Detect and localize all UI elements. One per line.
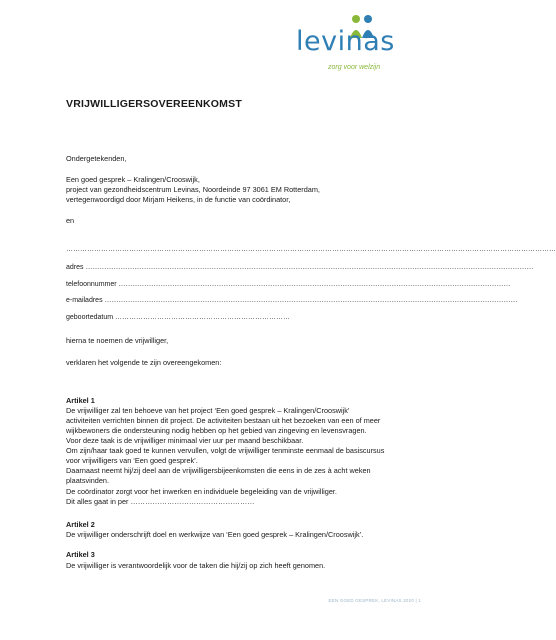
article1-line: voor vrijwilligers van ‘Een goed gesprek’. bbox=[66, 456, 198, 465]
page-footer: EEN GOED GESPREK, LEVINAS 2020 | 1 bbox=[328, 598, 421, 603]
article1-line: activiteiten verrichten binnen dit project. De activiteiten bestaan uit het bezoeken van een of meer bbox=[66, 416, 381, 425]
article1-line: wijkbewoners die ondersteuning nodig hebben op het gebied van zingeving en levensvragen. bbox=[66, 426, 367, 435]
article2-heading: Artikel 2 bbox=[66, 520, 95, 529]
name-field-line[interactable]: ………………………………………………………………………………………………………………………………………………………………………………………… bbox=[66, 246, 556, 253]
article1-line: Daarnaast neemt hij/zij deel aan de vrijwilligersbijeenkomsten die eens in de zes à acht weken bbox=[66, 466, 371, 475]
undersigned-text: Ondergetekenden, bbox=[66, 154, 127, 163]
article1-line: De coördinator zorgt voor het inwerken en individuele begeleiding van de vrijwilliger. bbox=[66, 487, 337, 496]
article1-line: plaatsvinden. bbox=[66, 476, 110, 485]
article1-heading: Artikel 1 bbox=[66, 396, 95, 405]
article1-start-date[interactable]: Dit alles gaat in per …………………………………………… bbox=[66, 497, 255, 506]
and-text: en bbox=[66, 216, 75, 225]
logo-tagline: zorg voor welzijn bbox=[328, 64, 381, 71]
article2-text: De vrijwilliger onderschrijft doel en werkwijze van ‘Een goed gesprek – Kralingen/Crooswijk’. bbox=[66, 530, 364, 539]
party1-line1: Een goed gesprek – Kralingen/Crooswijk, bbox=[66, 175, 200, 184]
levinas-logo bbox=[296, 18, 426, 71]
article3-text: De vrijwilliger is verantwoordelijk voor de taken die hij/zij op zich heeft genomen. bbox=[66, 561, 326, 570]
logo-wordmark: levinas bbox=[296, 26, 395, 57]
email-field[interactable]: e-mailadres …………………………………………………………………………………………………………………………………………………………… bbox=[66, 297, 518, 304]
party1-line3: vertegenwoordigd door Mirjam Heikens, in de functie van coördinator, bbox=[66, 195, 291, 204]
address-field[interactable]: adres ………………………………………………………………………………………………………………………………………………………………………… bbox=[66, 264, 534, 271]
document-title: VRIJWILLIGERSOVEREENKOMST bbox=[66, 98, 242, 110]
hereinafter-text: hierna te noemen de vrijwilliger, bbox=[66, 336, 169, 345]
agree-text: verklaren het volgende te zijn overeengekomen: bbox=[66, 358, 222, 367]
party1-line2: project van gezondheidscentrum Levinas, Noordeinde 97 3061 EM Rotterdam, bbox=[66, 185, 320, 194]
article1-line: Om zijn/haar taak goed te kunnen vervullen, volgt de vrijwilliger tenminste eenmaal de basiscursus bbox=[66, 446, 385, 455]
birthdate-field[interactable]: geboortedatum ………………………………………………………………… bbox=[66, 314, 291, 321]
article3-heading: Artikel 3 bbox=[66, 550, 95, 559]
article1-line: De vrijwilliger zal ten behoeve van het project ‘Een goed gesprek – Kralingen/Crooswijk’ bbox=[66, 406, 350, 415]
phone-field[interactable]: telefoonnummer …………………………………………………………………………………………………………………………………………………… bbox=[66, 281, 511, 288]
article1-line: Voor deze taak is de vrijwilliger minimaal vier uur per maand beschikbaar. bbox=[66, 436, 304, 445]
